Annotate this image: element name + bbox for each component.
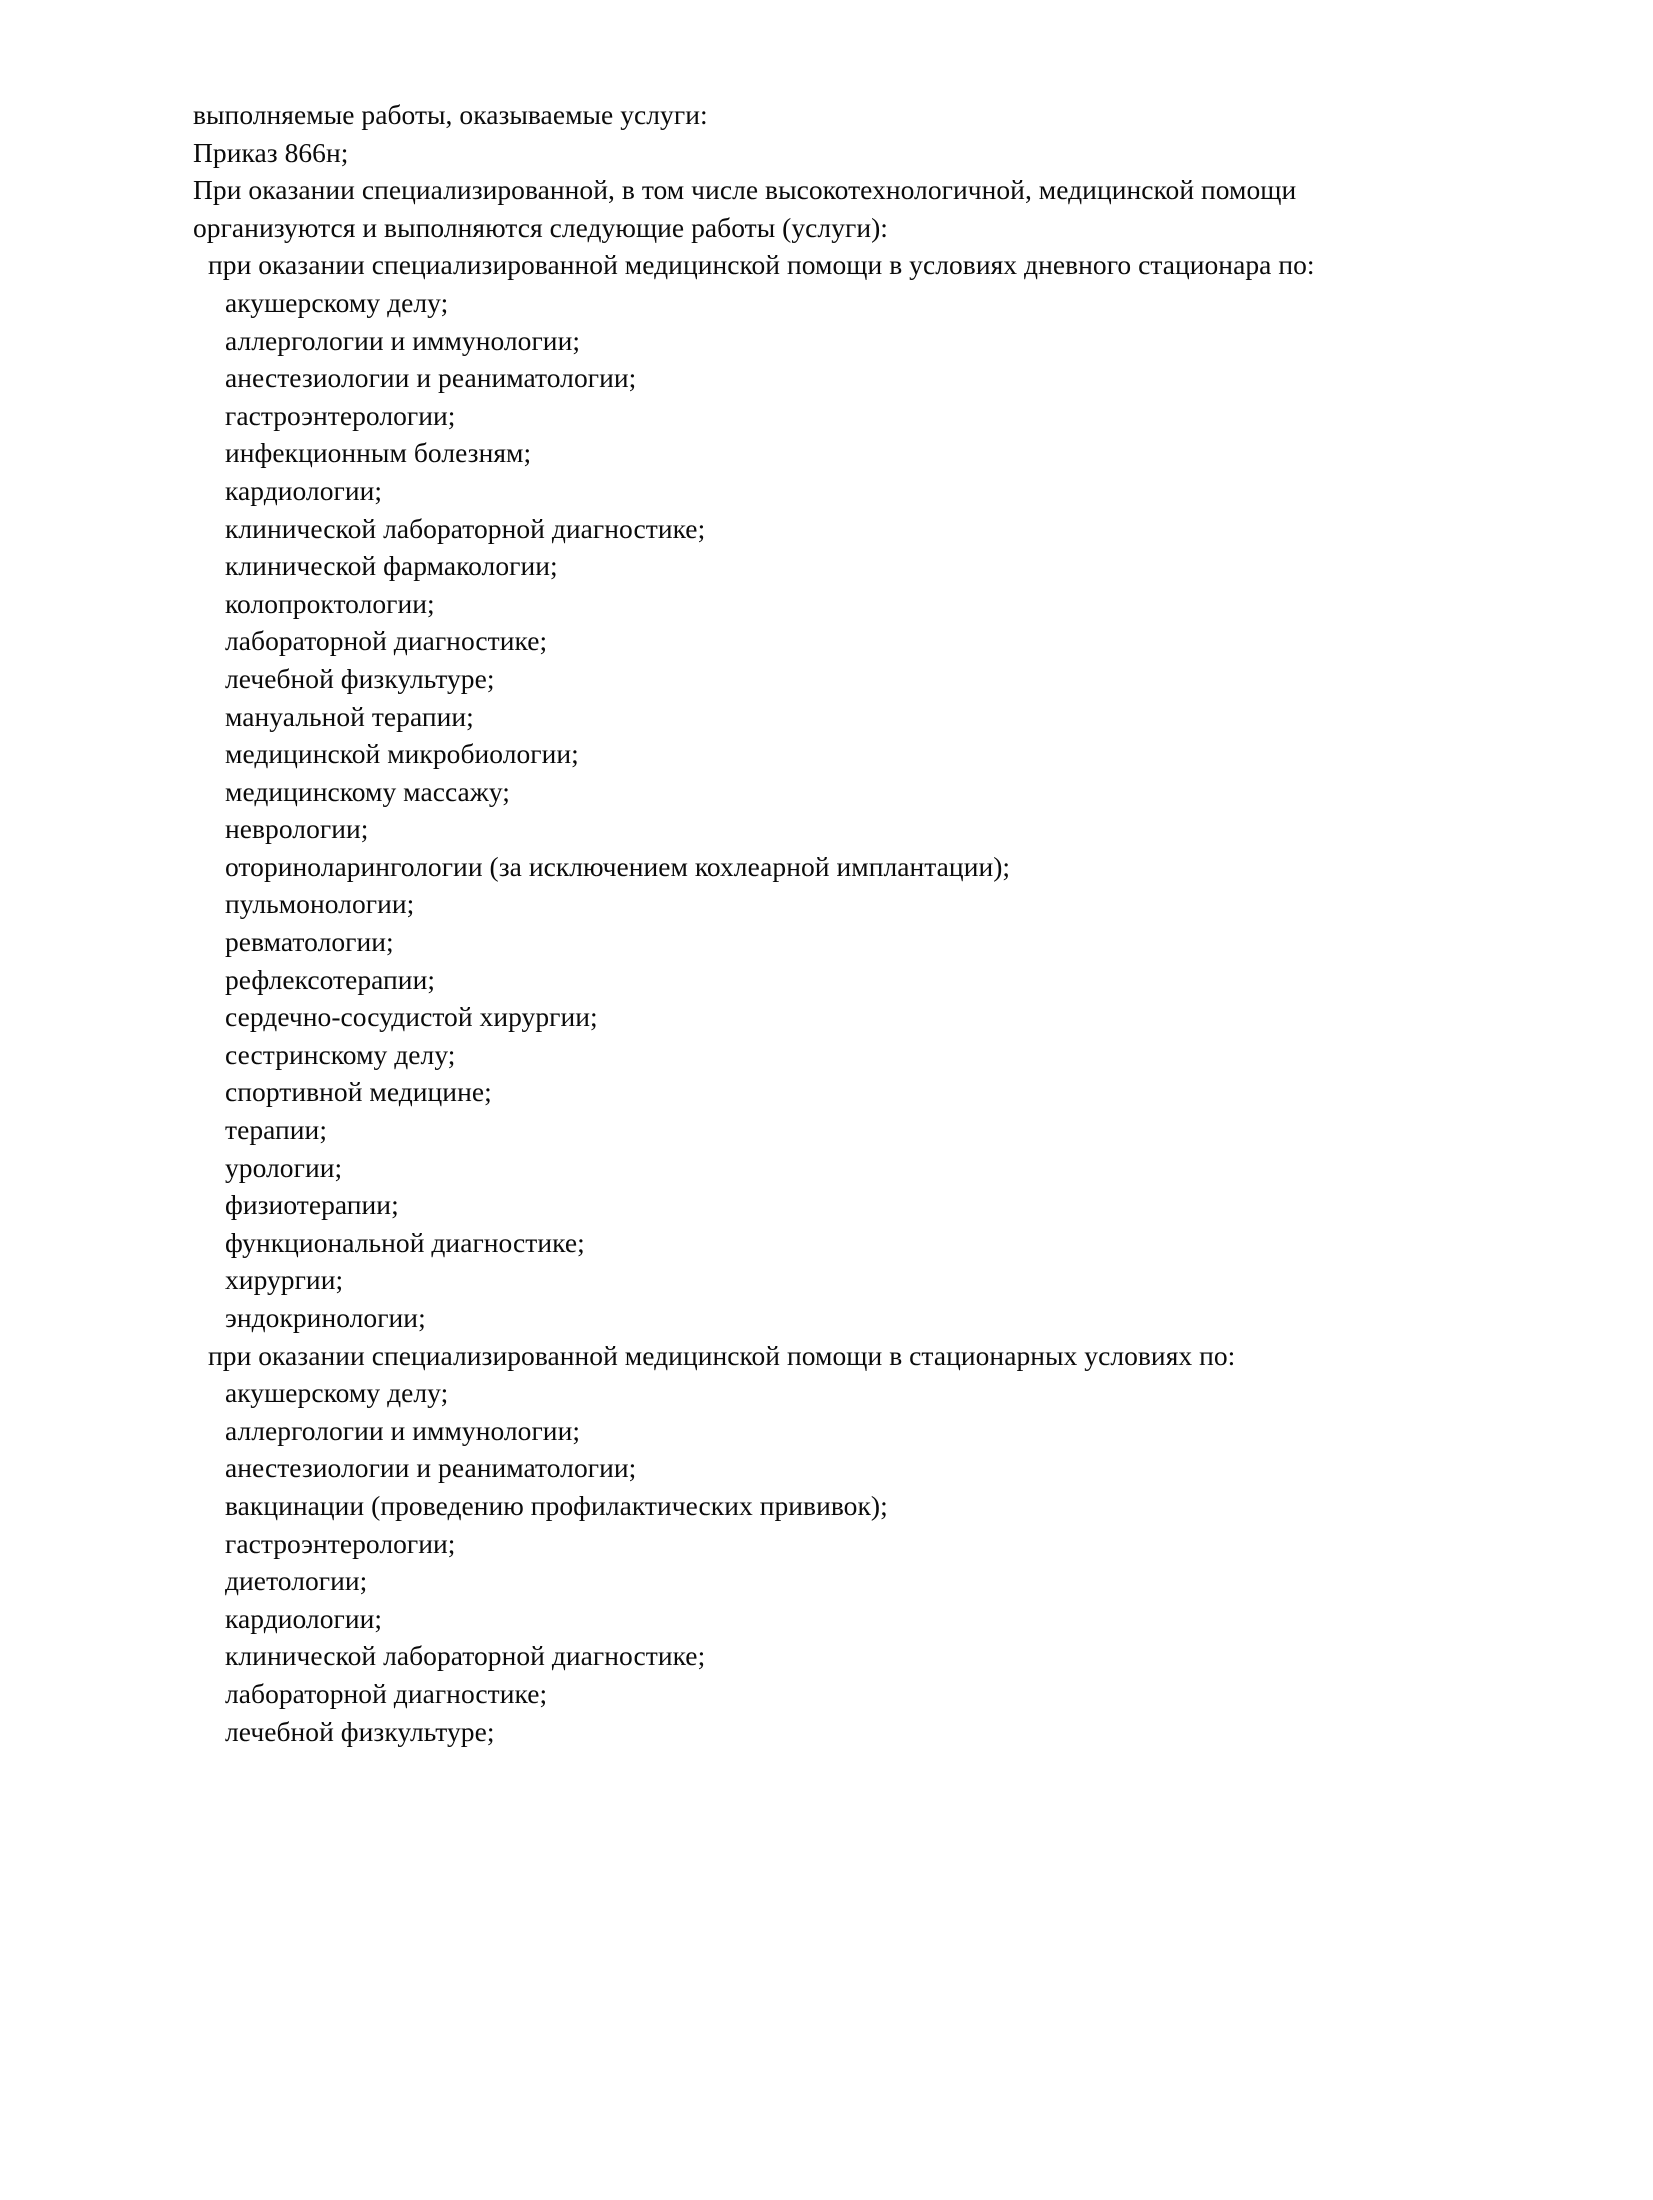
intro-line-3: При оказании специализированной, в том числе высокотехнологичной, медицинской помощи	[193, 174, 1297, 206]
section-1-list-item-2: аллергологии и иммунологии;	[225, 324, 581, 356]
section-1-list-item-28: эндокринологии;	[225, 1302, 426, 1333]
section-1-list-item-6: кардиологии;	[225, 474, 383, 506]
section-1-list-item-22: спортивной медицине;	[225, 1076, 492, 1108]
section-2-list-item-4: вакцинации (проведению профилактических прививок);	[225, 1489, 888, 1521]
section-heading-1: при оказании специализированной медицинской помощи в условиях дневного стационара по:	[208, 249, 1315, 281]
section-1-list-item-5: инфекционным болезням;	[225, 437, 532, 469]
section-2-list-item-5: гастроэнтерологии;	[225, 1527, 456, 1559]
section-1-list-item-20: сердечно-сосудистой хирургии;	[225, 1001, 598, 1033]
section-1-list-item-10: лабораторной диагностике;	[225, 625, 548, 657]
section-1-list-item-11: лечебной физкультуре;	[225, 662, 495, 694]
section-2-list-item-9: лабораторной диагностике;	[225, 1677, 548, 1709]
section-1-list-item-24: урологии;	[225, 1151, 343, 1183]
section-2-list-item-8: клинической лабораторной диагностике;	[225, 1640, 706, 1672]
section-2-list-item-6: диетологии;	[225, 1565, 368, 1597]
section-2-list-item-1: акушерскому делу;	[225, 1377, 449, 1409]
section-1-list-item-3: анестезиологии и реаниматологии;	[225, 362, 637, 394]
section-2-list-item-3: анестезиологии и реаниматологии;	[225, 1452, 637, 1484]
section-1-list-item-26: функциональной диагностике;	[225, 1226, 585, 1258]
section-1-list-item-12: мануальной терапии;	[225, 700, 474, 732]
section-2-list-item-7: кардиологии;	[225, 1602, 383, 1634]
section-2-list-item-10: лечебной физкультуре;	[225, 1715, 495, 1747]
section-1-list-item-23: терапии;	[225, 1114, 328, 1146]
section-1-list-item-18: ревматологии;	[225, 926, 394, 958]
section-1-list-item-17: пульмонологии;	[225, 888, 415, 920]
section-1-list-item-1: акушерскому делу;	[225, 286, 449, 318]
document-text-body	[193, 96, 1513, 1750]
section-1-list-item-27: хирургии;	[225, 1264, 344, 1296]
section-1-list-item-25: физиотерапии;	[225, 1189, 399, 1221]
intro-line-2: Приказ 866н;	[193, 136, 349, 168]
section-1-list-item-9: колопроктологии;	[225, 587, 435, 619]
section-1-list-item-13: медицинской микробиологии;	[225, 738, 579, 770]
section-1-list-item-16: оториноларингологии (за исключением кохлеарной имплантации);	[225, 850, 1011, 882]
section-1-list-item-15: неврологии;	[225, 813, 369, 845]
section-1-list-item-21: сестринскому делу;	[225, 1038, 456, 1070]
section-1-list-item-14: медицинскому массажу;	[225, 775, 510, 807]
section-1-list-item-7: клинической лабораторной диагностике;	[225, 512, 706, 544]
section-1-list-item-4: гастроэнтерологии;	[225, 399, 456, 431]
section-2-list-item-2: аллергологии и иммунологии;	[225, 1414, 581, 1446]
section-heading-2: при оказании специализированной медицинской помощи в стационарных условиях по:	[208, 1339, 1236, 1371]
intro-line-1: выполняемые работы, оказываемые услуги:	[193, 99, 708, 130]
intro-line-4: организуются и выполняются следующие работы (услуги):	[193, 211, 888, 243]
section-1-list-item-8: клинической фармакологии;	[225, 550, 558, 582]
section-1-list-item-19: рефлексотерапии;	[225, 963, 436, 995]
